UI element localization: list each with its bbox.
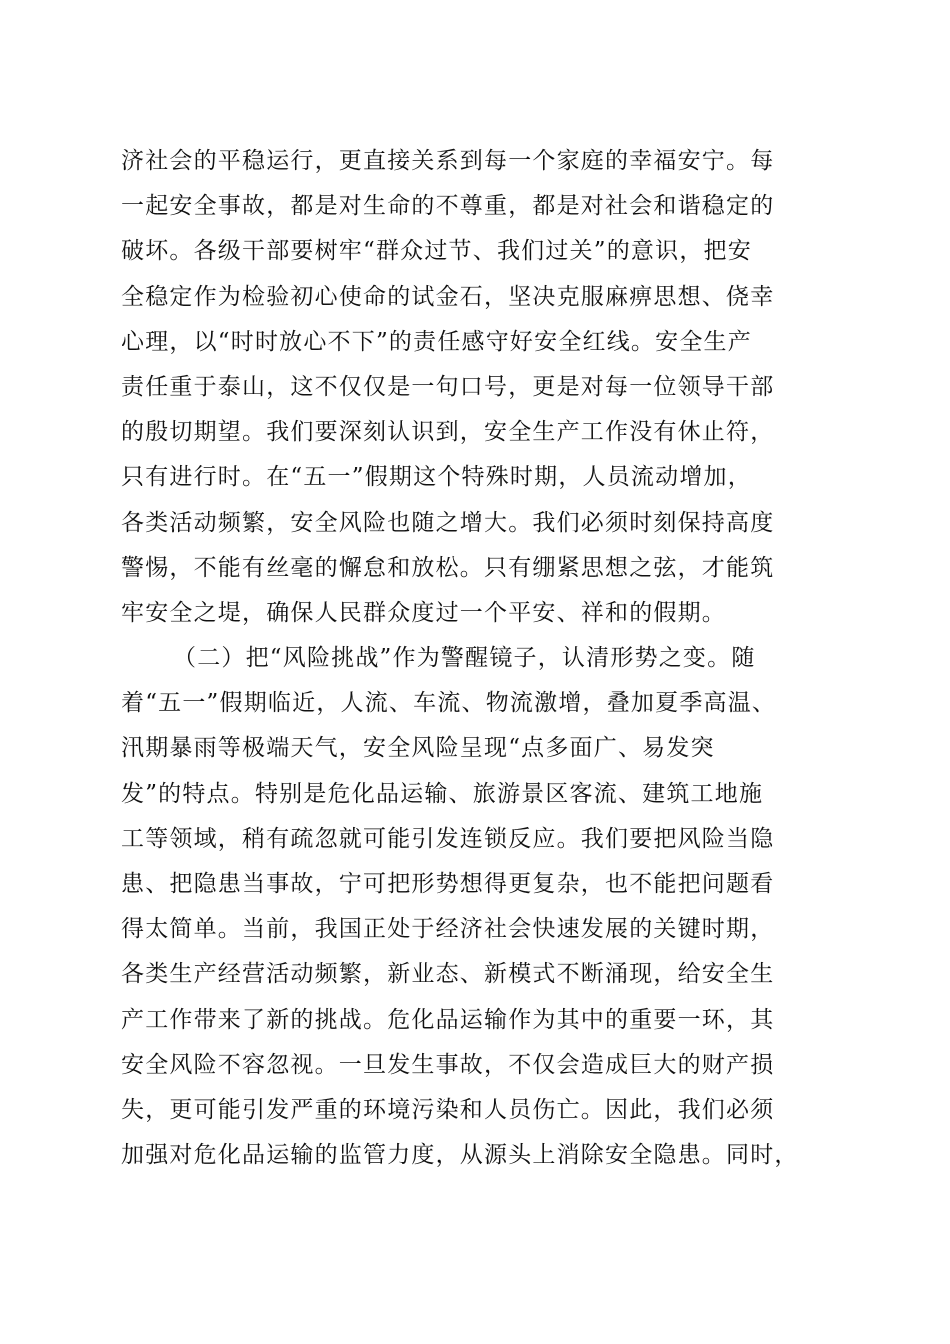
- text-line: 失，更可能引发严重的环境污染和人员伤亡。因此，我们必须: [121, 1096, 775, 1123]
- text-line: 各类活动频繁，安全风险也随之增大。我们必须时刻保持高度: [121, 509, 775, 536]
- text-line: 患、把隐患当事故，宁可把形势想得更复杂，也不能把问题看: [121, 871, 775, 897]
- text-line: 加强对危化品运输的监管力度，从源头上消除安全隐患。同时，: [121, 1142, 799, 1169]
- text-line: 责任重于泰山，这不仅仅是一句口号，更是对每一位领导干部: [121, 373, 775, 400]
- text-line: 汛期暴雨等极端天气，安全风险呈现“点多面广、易发突: [121, 735, 715, 762]
- text-line: 发”的特点。特别是危化品运输、旅游景区客流、建筑工地施: [121, 780, 764, 807]
- text-line: 心理，以“时时放心不下”的责任感守好安全红线。安全生产: [121, 328, 752, 355]
- text-line: 产工作带来了新的挑战。危化品运输作为其中的重要一环，其: [121, 1006, 775, 1033]
- text-line: 全稳定作为检验初心使命的试金石，坚决克服麻痹思想、侥幸: [121, 283, 775, 310]
- text-line: 安全风险不容忽视。一旦发生事故，不仅会造成巨大的财产损: [121, 1051, 775, 1078]
- text-line: 着“五一”假期临近，人流、车流、物流激增，叠加夏季高温、: [121, 690, 777, 717]
- text-line: 各类生产经营活动频繁，新业态、新模式不断涌现，给安全生: [121, 961, 775, 988]
- text-line: 只有进行时。在“五一”假期这个特殊时期，人员流动增加，: [121, 464, 752, 491]
- text-line: 济社会的平稳运行，更直接关系到每一个家庭的幸福安宁。每: [121, 148, 775, 174]
- text-line: 警惕，不能有丝毫的懈怠和放松。只有绷紧思想之弦，才能筑: [121, 554, 775, 581]
- text-line: 工等领域，稍有疏忽就可能引发连锁反应。我们要把风险当隐: [121, 825, 775, 852]
- section-heading-line: （二）把“风险挑战”作为警醒镜子，认清形势之变。随: [173, 645, 756, 672]
- text-line: 一起安全事故，都是对生命的不尊重，都是对社会和谐稳定的: [121, 193, 775, 220]
- text-line: 得太简单。当前，我国正处于经济社会快速发展的关键时期，: [121, 916, 775, 943]
- text-line: 牢安全之堤，确保人民群众度过一个平安、祥和的假期。: [121, 599, 726, 626]
- body-text: [121, 139, 841, 1178]
- text-line: 的殷切期望。我们要深刻认识到，安全生产工作没有休止符，: [121, 419, 775, 446]
- text-line: 破坏。各级干部要树牢“群众过节、我们过关”的意识，把安: [121, 238, 752, 265]
